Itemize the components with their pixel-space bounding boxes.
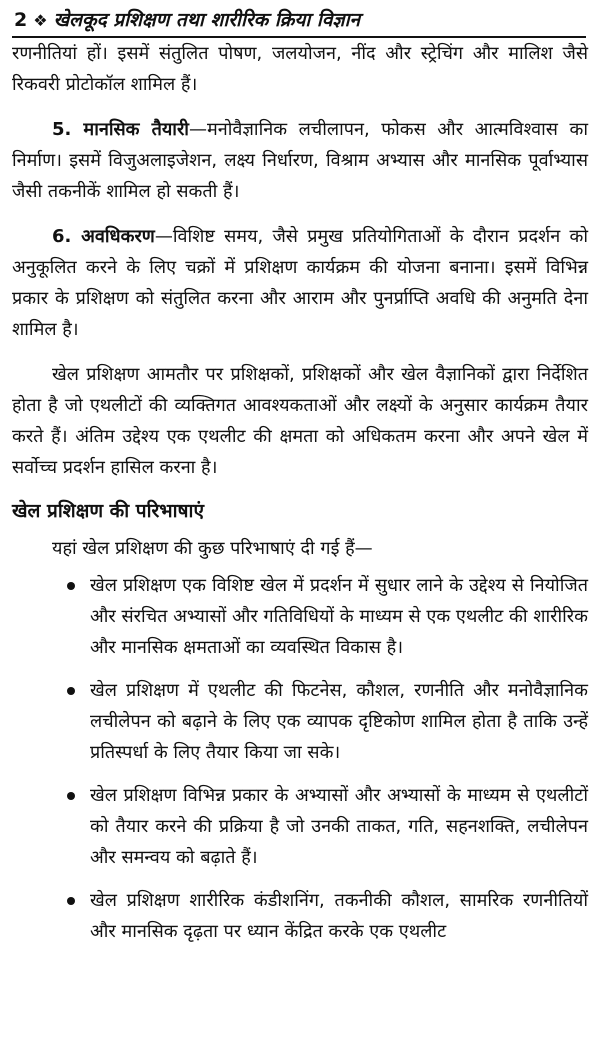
- paragraph-text: रणनीतियां हों। इसमें संतुलित पोषण, जलयोजन, नींद और स्ट्रेचिंग और मालिश जैसे रिकवरी प्रोटोकॉल शामिल हैं।: [12, 43, 588, 95]
- bullet-icon: [67, 897, 75, 905]
- paragraph-summary: [12, 359, 588, 483]
- paragraph-text: —मनोवैज्ञानिक लचीलापन, फोकस और आत्मविश्वास का निर्माण। इसमें विजुअलाइजेशन, लक्ष्य निर्धारण, विश्राम अभ्यास और मानसिक पूर्वाभ्यास जैसी तकनीकें शामिल हो सकती हैं।: [12, 119, 588, 202]
- paragraph-lead: 6. अवधिकरण: [52, 226, 155, 247]
- list-item: [12, 885, 588, 947]
- header-title: खेलकूद प्रशिक्षण तथा शारीरिक क्रिया विज्ञान: [53, 9, 361, 31]
- section-intro: यहां खेल प्रशिक्षण की कुछ परिभाषाएं दी गई हैं—: [52, 538, 373, 559]
- bullet-icon: [67, 792, 75, 800]
- paragraph-lead: 5. मानसिक तैयारी: [52, 119, 189, 140]
- list-item-text: खेल प्रशिक्षण विभिन्न प्रकार के अभ्यासों और अभ्यासों के माध्यम से एथलीटों को तैयार करने की प्रक्रिया है जो उनकी ताकत, गति, सहनशक्ति, लचीलेपन और समन्वय को बढ़ाते हैं।: [90, 785, 588, 868]
- ornament-icon: ❖: [33, 11, 48, 30]
- list-item: [12, 675, 588, 768]
- paragraph-text: —विशिष्ट समय, जैसे प्रमुख प्रतियोगिताओं के दौरान प्रदर्शन को अनुकूलित करने के लिए चक्रों में प्रशिक्षण कार्यक्रम की योजना बनाना। इसमें विभिन्न प्रकार के प्रशिक्षण को संतुलित करना और आराम और पुनर्प्राप्ति अवधि की अनुमति देना शामिल है।: [12, 226, 588, 340]
- list-item-text: खेल प्रशिक्षण एक विशिष्ट खेल में प्रदर्शन में सुधार लाने के उद्देश्य से नियोजित और संरचित अभ्यासों और गतिविधियों के माध्यम से एक एथलीट की शारीरिक और मानसिक क्षमताओं का व्यवस्थित विकास है।: [90, 575, 588, 658]
- paragraph-continued: [12, 38, 588, 100]
- bullet-icon: [67, 687, 75, 695]
- bullet-icon: [67, 582, 75, 590]
- list-item-text: खेल प्रशिक्षण में एथलीट की फिटनेस, कौशल, रणनीति और मनोवैज्ञानिक लचीलेपन को बढ़ाने के लिए एक व्यापक दृष्टिकोण शामिल होता है ताकि उन्हें प्रतिस्पर्धा के लिए तैयार किया जा सके।: [90, 680, 588, 763]
- page-number: 2: [14, 9, 28, 31]
- section-heading: खेल प्रशिक्षण की परिभाषाएं: [12, 500, 204, 522]
- paragraph-periodization: [12, 221, 588, 345]
- paragraph-mental-preparation: [12, 114, 588, 207]
- paragraph-text: खेल प्रशिक्षण आमतौर पर प्रशिक्षकों, प्रशिक्षकों और खेल वैज्ञानिकों द्वारा निर्देशित होता है जो एथलीटों की व्यक्तिगत आवश्यकताओं और लक्ष्यों के अनुसार कार्यक्रम तैयार करते हैं। अंतिम उद्देश्य एक एथलीट की क्षमता को अधिकतम करना और अपने खेल में सर्वोच्च प्रदर्शन हासिल करना है।: [12, 364, 588, 478]
- list-item: [12, 780, 588, 873]
- list-item: [12, 570, 588, 663]
- list-item-text: खेल प्रशिक्षण शारीरिक कंडीशनिंग, तकनीकी कौशल, सामरिक रणनीतियों और मानसिक दृढ़ता पर ध्यान केंद्रित करके एक एथलीट: [90, 890, 588, 942]
- definition-list: [12, 570, 588, 947]
- running-header: [12, 6, 586, 38]
